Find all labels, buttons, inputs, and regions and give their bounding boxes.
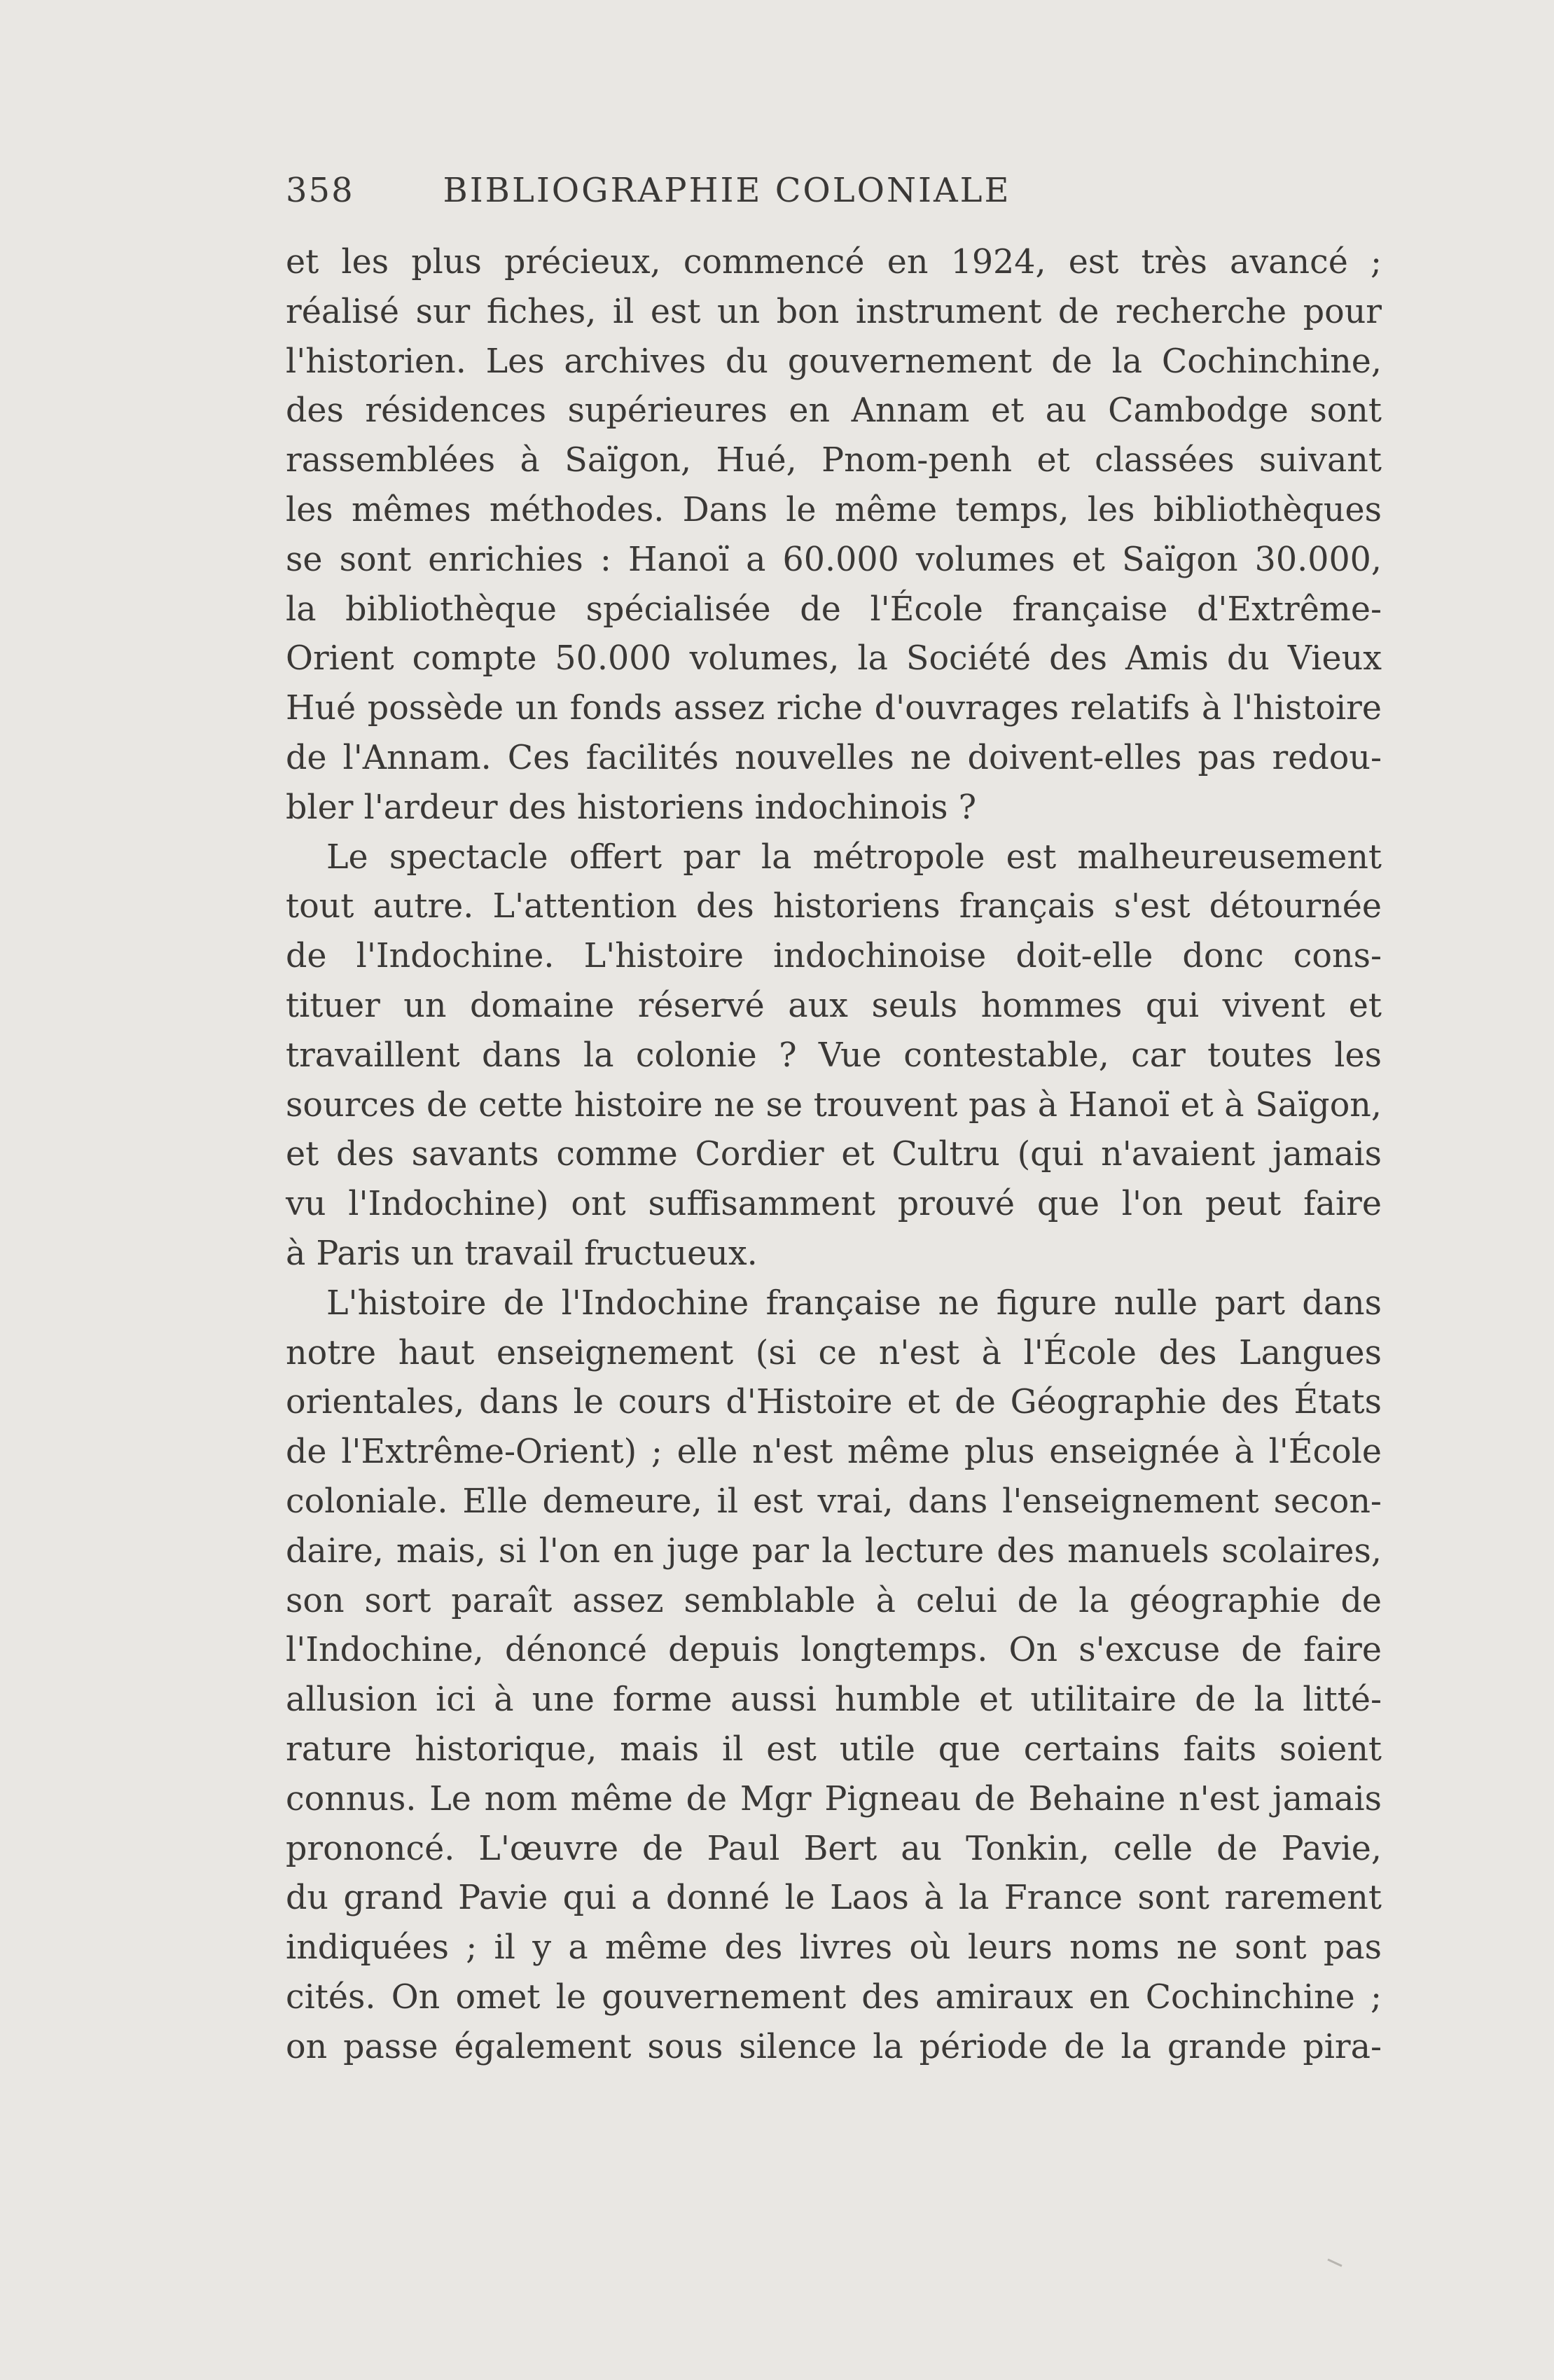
text-line: tituer un domaine réservé aux seuls hommes qui vivent et xyxy=(286,986,1382,1025)
text-line: bler l'ardeur des historiens indochinois ? xyxy=(286,788,977,827)
text-line: Orient compte 50.000 volumes, la Société des Amis du Vieux xyxy=(286,639,1382,678)
text-line: se sont enrichies : Hanoï a 60.000 volumes et Saïgon 30.000, xyxy=(286,540,1382,579)
text-line: coloniale. Elle demeure, il est vrai, dans l'enseignement secon- xyxy=(286,1482,1382,1521)
text-line: vu l'Indochine) ont suffisamment prouvé que l'on peut faire xyxy=(286,1185,1382,1224)
text-line: les mêmes méthodes. Dans le même temps, les bibliothèques xyxy=(286,490,1382,529)
text-line: Hué possède un fonds assez riche d'ouvrages relatifs à l'histoire xyxy=(286,689,1382,728)
paragraph-first-line: L'histoire de l'Indochine française ne figure nulle part dans xyxy=(326,1283,1382,1323)
text-line: rature historique, mais il est utile que certains faits soient xyxy=(286,1730,1382,1769)
text-line: l'historien. Les archives du gouvernement de la Cochinchine, xyxy=(286,342,1382,381)
text-line: son sort paraît assez semblable à celui de la géographie de xyxy=(286,1581,1382,1620)
text-line: l'Indochine, dénoncé depuis longtemps. On s'excuse de faire xyxy=(286,1631,1382,1670)
text-line: la bibliothèque spécialisée de l'École française d'Extrême- xyxy=(286,590,1382,629)
text-line: sources de cette histoire ne se trouvent pas à Hanoï et à Saïgon, xyxy=(286,1085,1382,1125)
text-line: orientales, dans le cours d'Histoire et de Géographie des États xyxy=(286,1383,1382,1422)
text-line: rassemblées à Saïgon, Hué, Pnom-penh et classées suivant xyxy=(286,441,1382,480)
text-line: réalisé sur fiches, il est un bon instrument de recherche pour xyxy=(286,292,1382,331)
text-line: on passe également sous silence la période de la grande pira- xyxy=(286,2027,1382,2066)
text-line: daire, mais, si l'on en juge par la lecture des manuels scolaires, xyxy=(286,1531,1382,1571)
text-line: prononcé. L'œuvre de Paul Bert au Tonkin, celle de Pavie, xyxy=(286,1829,1382,1868)
text-line: de l'Extrême-Orient) ; elle n'est même plus enseignée à l'École xyxy=(286,1433,1382,1472)
text-line: à Paris un travail fructueux. xyxy=(286,1234,758,1273)
text-line: travaillent dans la colonie ? Vue contestable, car toutes les xyxy=(286,1036,1382,1075)
page-number: 358 xyxy=(286,171,354,210)
text-line: des résidences supérieures en Annam et au Cambodge sont xyxy=(286,391,1382,431)
running-title: BIBLIOGRAPHIE COLONIALE xyxy=(443,171,1011,210)
page-header xyxy=(286,171,1168,213)
stray-mark xyxy=(1327,2258,1342,2267)
body-text xyxy=(286,238,1382,2072)
text-line: de l'Annam. Ces facilités nouvelles ne doivent-elles pas redou- xyxy=(286,738,1382,777)
text-line: et les plus précieux, commencé en 1924, est très avancé ; xyxy=(286,243,1382,281)
text-line: cités. On omet le gouvernement des amiraux en Cochinchine ; xyxy=(286,1977,1382,2017)
paragraph-first-line: Le spectacle offert par la métropole est malheureusement xyxy=(326,837,1382,877)
text-line: de l'Indochine. L'histoire indochinoise doit-elle donc cons- xyxy=(286,937,1382,976)
text-line: tout autre. L'attention des historiens français s'est détournée xyxy=(286,887,1382,926)
text-line: du grand Pavie qui a donné le Laos à la France sont rarement xyxy=(286,1879,1382,1918)
text-line: connus. Le nom même de Mgr Pigneau de Behaine n'est jamais xyxy=(286,1779,1382,1818)
text-line: notre haut enseignement (si ce n'est à l'École des Langues xyxy=(286,1333,1382,1372)
text-line: indiquées ; il y a même des livres où leurs noms ne sont pas xyxy=(286,1928,1382,1968)
text-line: et des savants comme Cordier et Cultru (qui n'avaient jamais xyxy=(286,1135,1382,1174)
text-line: allusion ici à une forme aussi humble et utilitaire de la litté- xyxy=(286,1680,1382,1720)
